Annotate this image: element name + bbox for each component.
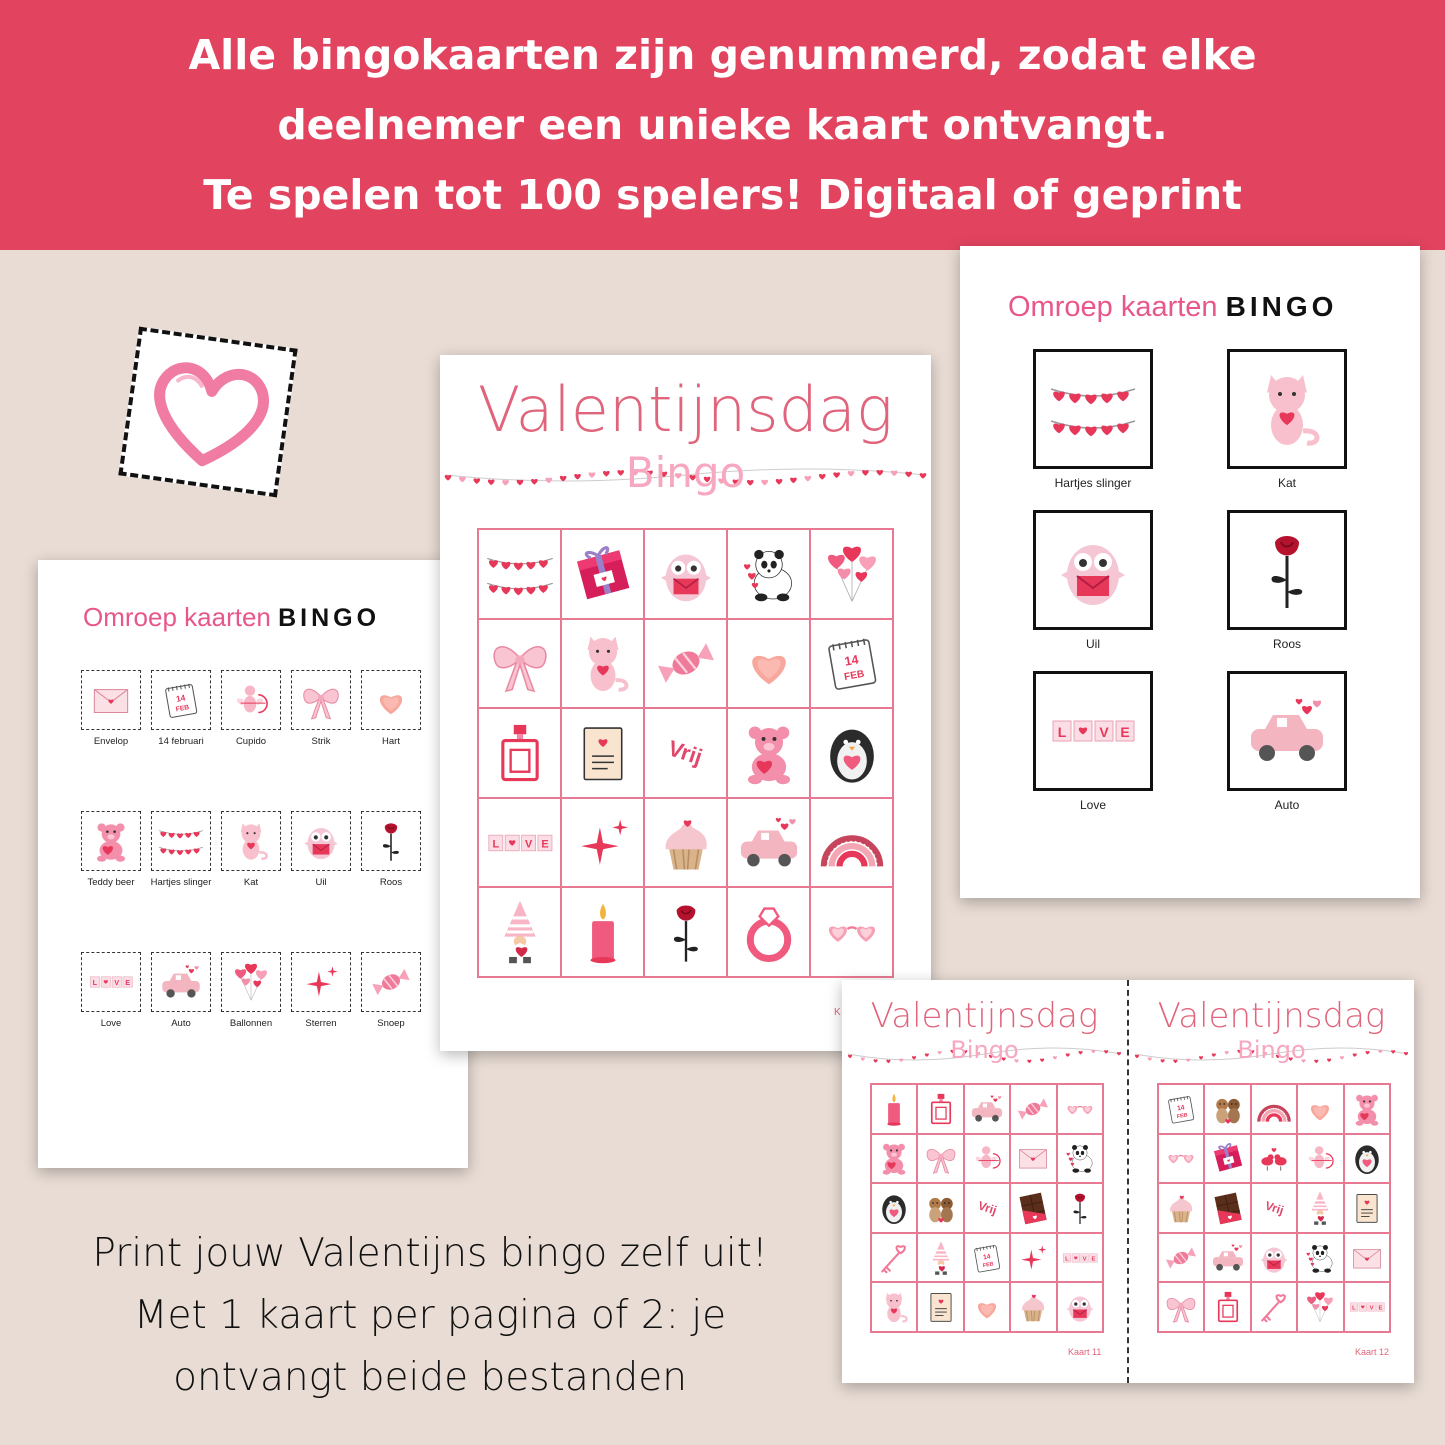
owl-icon bbox=[1253, 1237, 1295, 1279]
bingo-cell bbox=[1010, 1134, 1056, 1184]
svg-text:FEB: FEB bbox=[842, 669, 865, 684]
bingo-card-12 bbox=[1129, 980, 1414, 1383]
stars-icon bbox=[295, 956, 347, 1008]
call-card bbox=[81, 952, 141, 1012]
svg-text:L: L bbox=[92, 978, 98, 988]
bingo-cell bbox=[1057, 1282, 1103, 1332]
bingo-cell bbox=[727, 887, 810, 977]
call-card bbox=[221, 952, 281, 1012]
stars-icon bbox=[564, 804, 642, 882]
call-card-label: Uil bbox=[1086, 637, 1100, 651]
bingo-cell bbox=[1297, 1282, 1343, 1332]
bingo-cell bbox=[1010, 1084, 1056, 1134]
bow-icon bbox=[481, 624, 559, 702]
teddy-icon bbox=[1346, 1088, 1388, 1130]
panda-icon bbox=[1299, 1237, 1341, 1279]
free-space-label: Vrij bbox=[1262, 1198, 1286, 1218]
bingo-cell bbox=[871, 1183, 917, 1233]
svg-text:L: L bbox=[1064, 1256, 1069, 1263]
svg-text:E: E bbox=[1091, 1256, 1096, 1263]
garland-icon bbox=[481, 535, 559, 613]
svg-text:FEB: FEB bbox=[175, 704, 190, 714]
bingo-cell bbox=[561, 708, 644, 798]
bingo-cell bbox=[810, 529, 893, 619]
svg-text:V: V bbox=[1369, 1305, 1374, 1312]
top-banner bbox=[0, 0, 1445, 250]
call-card-label: 14 februari bbox=[158, 736, 204, 747]
balloons-icon bbox=[813, 535, 891, 613]
card-number-label: Kaart 12 bbox=[1355, 1347, 1390, 1357]
bingo-cell bbox=[561, 529, 644, 619]
glasses-icon bbox=[813, 893, 891, 971]
bingo-cell bbox=[1344, 1233, 1390, 1283]
penguin-icon bbox=[873, 1187, 915, 1229]
bingo-cell bbox=[1158, 1183, 1204, 1233]
svg-text:V: V bbox=[1099, 724, 1109, 740]
call-card bbox=[81, 811, 141, 871]
bingo-cell bbox=[1158, 1282, 1204, 1332]
love-icon bbox=[1043, 681, 1143, 781]
glasses-icon bbox=[1160, 1137, 1202, 1179]
call-card-label: Love bbox=[100, 1018, 122, 1029]
garland-icon bbox=[155, 815, 207, 867]
bingo-cell bbox=[478, 708, 561, 798]
bingo-cell bbox=[561, 619, 644, 709]
bingo-cell bbox=[1204, 1282, 1250, 1332]
call-card-label: Roos bbox=[1272, 637, 1301, 651]
call-card-label: Roos bbox=[379, 877, 403, 888]
free-space-label: Vrij bbox=[975, 1198, 999, 1218]
heart-badge bbox=[118, 327, 297, 498]
card-icon bbox=[564, 714, 642, 792]
heart-icon bbox=[125, 333, 293, 493]
footer-line-3: ontvangt beide bestanden bbox=[173, 1355, 687, 1400]
bingo-cell bbox=[1158, 1134, 1204, 1184]
gift-icon bbox=[1207, 1137, 1249, 1179]
candy-icon bbox=[365, 956, 417, 1008]
title-bingo: BINGO bbox=[278, 604, 381, 632]
stars-icon bbox=[1012, 1237, 1054, 1279]
svg-text:FEB: FEB bbox=[982, 1260, 995, 1269]
svg-text:14: 14 bbox=[982, 1252, 992, 1262]
cat-icon bbox=[873, 1286, 915, 1328]
bingo-cell bbox=[644, 887, 727, 977]
card-label: K bbox=[834, 1007, 841, 1018]
chocolate-icon bbox=[1012, 1187, 1054, 1229]
bingo-cell bbox=[644, 619, 727, 709]
call-card bbox=[291, 952, 351, 1012]
call-card-label: Strik bbox=[311, 736, 331, 747]
bingo-cell bbox=[727, 708, 810, 798]
bingo-cell bbox=[478, 887, 561, 977]
bingo-cell bbox=[1297, 1233, 1343, 1283]
call-card-label: Kat bbox=[1277, 476, 1296, 490]
dogs-icon bbox=[1207, 1088, 1249, 1130]
balloons-icon bbox=[225, 956, 277, 1008]
call-card bbox=[1033, 510, 1153, 630]
bingo-grid bbox=[870, 1083, 1104, 1333]
teddy-icon bbox=[873, 1137, 915, 1179]
bingo-cell bbox=[1251, 1233, 1297, 1283]
heart-icon bbox=[966, 1286, 1008, 1328]
bingo-cell bbox=[1344, 1183, 1390, 1233]
cupcake-icon bbox=[1160, 1187, 1202, 1229]
banner-line-2: deelnemer een unieke kaart ontvangt. bbox=[277, 101, 1168, 149]
perfume-icon bbox=[481, 714, 559, 792]
call-card bbox=[291, 811, 351, 871]
bow-icon bbox=[920, 1137, 962, 1179]
bingo-cell bbox=[871, 1233, 917, 1283]
bingo-cell bbox=[1297, 1084, 1343, 1134]
envelope-icon bbox=[1346, 1237, 1388, 1279]
penguin-icon bbox=[1346, 1137, 1388, 1179]
card-subtitle: Bingo bbox=[1237, 1036, 1306, 1064]
bingo-cell bbox=[644, 798, 727, 888]
call-card bbox=[291, 670, 351, 730]
ring-icon bbox=[730, 893, 808, 971]
call-card-label: Sterren bbox=[305, 1018, 337, 1029]
card-icon bbox=[1346, 1187, 1388, 1229]
chocolate-icon bbox=[1207, 1187, 1249, 1229]
dogs-icon bbox=[920, 1187, 962, 1229]
bingo-cell bbox=[810, 798, 893, 888]
svg-text:FEB: FEB bbox=[1176, 1112, 1189, 1120]
candy-icon bbox=[1160, 1237, 1202, 1279]
teddy-icon bbox=[85, 815, 137, 867]
perfume-icon bbox=[920, 1088, 962, 1130]
candle-icon bbox=[873, 1088, 915, 1130]
panda-icon bbox=[1059, 1137, 1101, 1179]
bingo-cell bbox=[727, 798, 810, 888]
owl-icon bbox=[1043, 520, 1143, 620]
main-bingo-card bbox=[440, 355, 931, 1051]
bingo-cell bbox=[1297, 1134, 1343, 1184]
call-cards-title bbox=[1008, 291, 1337, 324]
call-card-label: Snoep bbox=[377, 1018, 405, 1029]
svg-text:L: L bbox=[491, 838, 499, 851]
svg-text:V: V bbox=[1082, 1256, 1087, 1263]
bingo-grid bbox=[477, 528, 894, 978]
call-card bbox=[1227, 510, 1347, 630]
title-pink: Omroep kaarten bbox=[1008, 291, 1218, 323]
perfume-icon bbox=[1207, 1286, 1249, 1328]
bingo-cell bbox=[1251, 1282, 1297, 1332]
svg-text:L: L bbox=[1351, 1305, 1356, 1312]
svg-text:14: 14 bbox=[843, 652, 860, 670]
card-icon bbox=[920, 1286, 962, 1328]
bingo-cell bbox=[1251, 1134, 1297, 1184]
owl-icon bbox=[647, 535, 725, 613]
bingo-grid bbox=[1157, 1083, 1391, 1333]
call-card-label: Envelop bbox=[93, 736, 129, 747]
bingo-cell bbox=[1204, 1183, 1250, 1233]
rainbow-icon bbox=[1253, 1088, 1295, 1130]
bingo-cell bbox=[1057, 1084, 1103, 1134]
gnome-icon bbox=[920, 1237, 962, 1279]
call-card-label: Uil bbox=[315, 877, 327, 888]
banner-line-3: Te spelen tot 100 spelers! Digitaal of geprint bbox=[203, 171, 1242, 219]
bingo-cell bbox=[810, 887, 893, 977]
footer-line-2: Met 1 kaart per pagina of 2: je bbox=[133, 1293, 727, 1338]
bingo-cell bbox=[478, 619, 561, 709]
call-card bbox=[151, 670, 211, 730]
candy-icon bbox=[1012, 1088, 1054, 1130]
card-subtitle: Bingo bbox=[950, 1036, 1019, 1064]
rose-icon bbox=[1059, 1187, 1101, 1229]
bingo-cell bbox=[644, 529, 727, 619]
call-card-label: Kat bbox=[243, 877, 259, 888]
bingo-cell bbox=[1344, 1282, 1390, 1332]
bingo-cell bbox=[1344, 1084, 1390, 1134]
owl-icon bbox=[1059, 1286, 1101, 1328]
bingo-cell bbox=[964, 1183, 1010, 1233]
bingo-cell bbox=[1158, 1233, 1204, 1283]
svg-text:V: V bbox=[524, 838, 532, 851]
bingo-cell bbox=[810, 708, 893, 798]
car-icon bbox=[1207, 1237, 1249, 1279]
svg-text:E: E bbox=[125, 978, 131, 988]
call-card-label: Auto bbox=[1274, 798, 1300, 812]
title-pink: Omroep kaarten bbox=[83, 602, 271, 632]
bingo-cell bbox=[1204, 1233, 1250, 1283]
bow-icon bbox=[295, 674, 347, 726]
footer-line-1: Print jouw Valentijns bingo zelf uit! bbox=[92, 1231, 768, 1276]
card-number-label: Kaart 11 bbox=[1068, 1347, 1102, 1357]
envelope-icon bbox=[85, 674, 137, 726]
card-subtitle: Bingo bbox=[625, 448, 746, 497]
bingo-cell bbox=[727, 529, 810, 619]
bingo-cell bbox=[964, 1134, 1010, 1184]
free-space-label: Vrij bbox=[665, 735, 706, 770]
bingo-cell bbox=[917, 1183, 963, 1233]
love-icon bbox=[85, 956, 137, 1008]
glasses-icon bbox=[1059, 1088, 1101, 1130]
bingo-cell bbox=[871, 1134, 917, 1184]
bingo-cell bbox=[964, 1084, 1010, 1134]
call-card bbox=[151, 811, 211, 871]
heart-icon bbox=[730, 624, 808, 702]
call-card bbox=[361, 952, 421, 1012]
heart-icon bbox=[365, 674, 417, 726]
bingo-cell bbox=[1057, 1134, 1103, 1184]
bingo-cell bbox=[561, 798, 644, 888]
double-bingo-sheet bbox=[842, 980, 1414, 1383]
call-cards-sheet-left bbox=[38, 560, 468, 1168]
bingo-cell bbox=[1297, 1183, 1343, 1233]
bingo-cell bbox=[810, 619, 893, 709]
calendar-icon bbox=[966, 1237, 1008, 1279]
bingo-cell bbox=[871, 1282, 917, 1332]
key-icon bbox=[1253, 1286, 1295, 1328]
call-card bbox=[1227, 349, 1347, 469]
bingo-cell bbox=[1344, 1134, 1390, 1184]
gift-icon bbox=[564, 535, 642, 613]
call-card bbox=[151, 952, 211, 1012]
bingo-cell bbox=[478, 529, 561, 619]
candle-icon bbox=[564, 893, 642, 971]
svg-text:L: L bbox=[1057, 724, 1067, 740]
bingo-cell bbox=[1010, 1183, 1056, 1233]
bingo-cell bbox=[727, 619, 810, 709]
banner-line-1: Alle bingokaarten zijn genummerd, zodat elke bbox=[188, 31, 1257, 79]
footer-text bbox=[0, 1223, 860, 1409]
call-card bbox=[1227, 671, 1347, 791]
bingo-cell bbox=[1251, 1183, 1297, 1233]
svg-text:E: E bbox=[540, 838, 549, 851]
svg-text:V: V bbox=[114, 978, 120, 988]
call-card-label: Hartjes slinger bbox=[1054, 476, 1132, 490]
bingo-cell bbox=[917, 1084, 963, 1134]
gnome-icon bbox=[481, 893, 559, 971]
bingo-cell bbox=[1010, 1282, 1056, 1332]
bingo-cell bbox=[1057, 1233, 1103, 1283]
call-card-label: Teddy beer bbox=[87, 877, 135, 888]
call-card bbox=[1033, 349, 1153, 469]
love-icon bbox=[481, 804, 559, 882]
bingo-cell bbox=[1204, 1084, 1250, 1134]
bingo-cell bbox=[917, 1134, 963, 1184]
call-card-label: Hart bbox=[382, 736, 400, 747]
bingo-cell bbox=[1204, 1134, 1250, 1184]
cupid-icon bbox=[966, 1137, 1008, 1179]
svg-text:E: E bbox=[1378, 1305, 1383, 1312]
love-icon bbox=[1346, 1286, 1388, 1328]
cat-icon bbox=[1237, 359, 1337, 459]
bingo-cell bbox=[1010, 1233, 1056, 1283]
calendar-icon bbox=[1160, 1088, 1202, 1130]
cupcake-icon bbox=[647, 804, 725, 882]
gnome-icon bbox=[1299, 1187, 1341, 1229]
bingo-cell bbox=[964, 1233, 1010, 1283]
envelope-icon bbox=[1012, 1137, 1054, 1179]
key-icon bbox=[873, 1237, 915, 1279]
cupcake-icon bbox=[1012, 1286, 1054, 1328]
call-card bbox=[361, 811, 421, 871]
call-card-label: Love bbox=[1079, 798, 1107, 812]
car-icon bbox=[966, 1088, 1008, 1130]
call-card-label: Cupido bbox=[235, 736, 267, 747]
call-card bbox=[361, 670, 421, 730]
rose-icon bbox=[647, 893, 725, 971]
bingo-cell bbox=[964, 1282, 1010, 1332]
car-icon bbox=[730, 804, 808, 882]
balloons-icon bbox=[1299, 1286, 1341, 1328]
candy-icon bbox=[647, 624, 725, 702]
call-card-label: Ballonnen bbox=[229, 1018, 273, 1029]
calendar-icon bbox=[155, 674, 207, 726]
bingo-cell bbox=[1158, 1084, 1204, 1134]
svg-text:14: 14 bbox=[1176, 1104, 1186, 1113]
birds-icon bbox=[1253, 1137, 1295, 1179]
rose-icon bbox=[1237, 520, 1337, 620]
bingo-cell bbox=[561, 887, 644, 977]
car-icon bbox=[155, 956, 207, 1008]
cat-icon bbox=[564, 624, 642, 702]
rainbow-icon bbox=[813, 804, 891, 882]
svg-text:E: E bbox=[1120, 724, 1130, 740]
card-title: Valentijnsdag bbox=[477, 373, 894, 446]
title-bingo: BINGO bbox=[1225, 291, 1338, 322]
call-card-label: Hartjes slinger bbox=[150, 877, 212, 888]
car-icon bbox=[1237, 681, 1337, 781]
panda-icon bbox=[730, 535, 808, 613]
bingo-cell bbox=[917, 1233, 963, 1283]
call-cards-sheet-right bbox=[960, 246, 1420, 898]
bingo-cell bbox=[644, 708, 727, 798]
bingo-cell bbox=[871, 1084, 917, 1134]
call-cards-title bbox=[83, 602, 380, 633]
cupid-icon bbox=[225, 674, 277, 726]
penguin-icon bbox=[813, 714, 891, 792]
bingo-cell bbox=[1057, 1183, 1103, 1233]
bingo-card-11 bbox=[842, 980, 1127, 1383]
bingo-cell bbox=[1251, 1084, 1297, 1134]
card-title: Valentijnsdag bbox=[870, 996, 1099, 1036]
call-card bbox=[221, 811, 281, 871]
garland-icon bbox=[1043, 359, 1143, 459]
svg-text:14: 14 bbox=[175, 692, 187, 704]
cat-icon bbox=[225, 815, 277, 867]
heart-icon bbox=[1299, 1088, 1341, 1130]
owl-icon bbox=[295, 815, 347, 867]
bingo-cell bbox=[478, 798, 561, 888]
call-card bbox=[81, 670, 141, 730]
calendar-icon bbox=[813, 624, 891, 702]
call-card bbox=[1033, 671, 1153, 791]
teddy-icon bbox=[730, 714, 808, 792]
call-card-label: Auto bbox=[171, 1018, 191, 1029]
card-title: Valentijnsdag bbox=[1157, 996, 1386, 1036]
love-icon bbox=[1059, 1237, 1101, 1279]
bingo-cell bbox=[917, 1282, 963, 1332]
bow-icon bbox=[1160, 1286, 1202, 1328]
rose-icon bbox=[365, 815, 417, 867]
call-card bbox=[221, 670, 281, 730]
cupid-icon bbox=[1299, 1137, 1341, 1179]
